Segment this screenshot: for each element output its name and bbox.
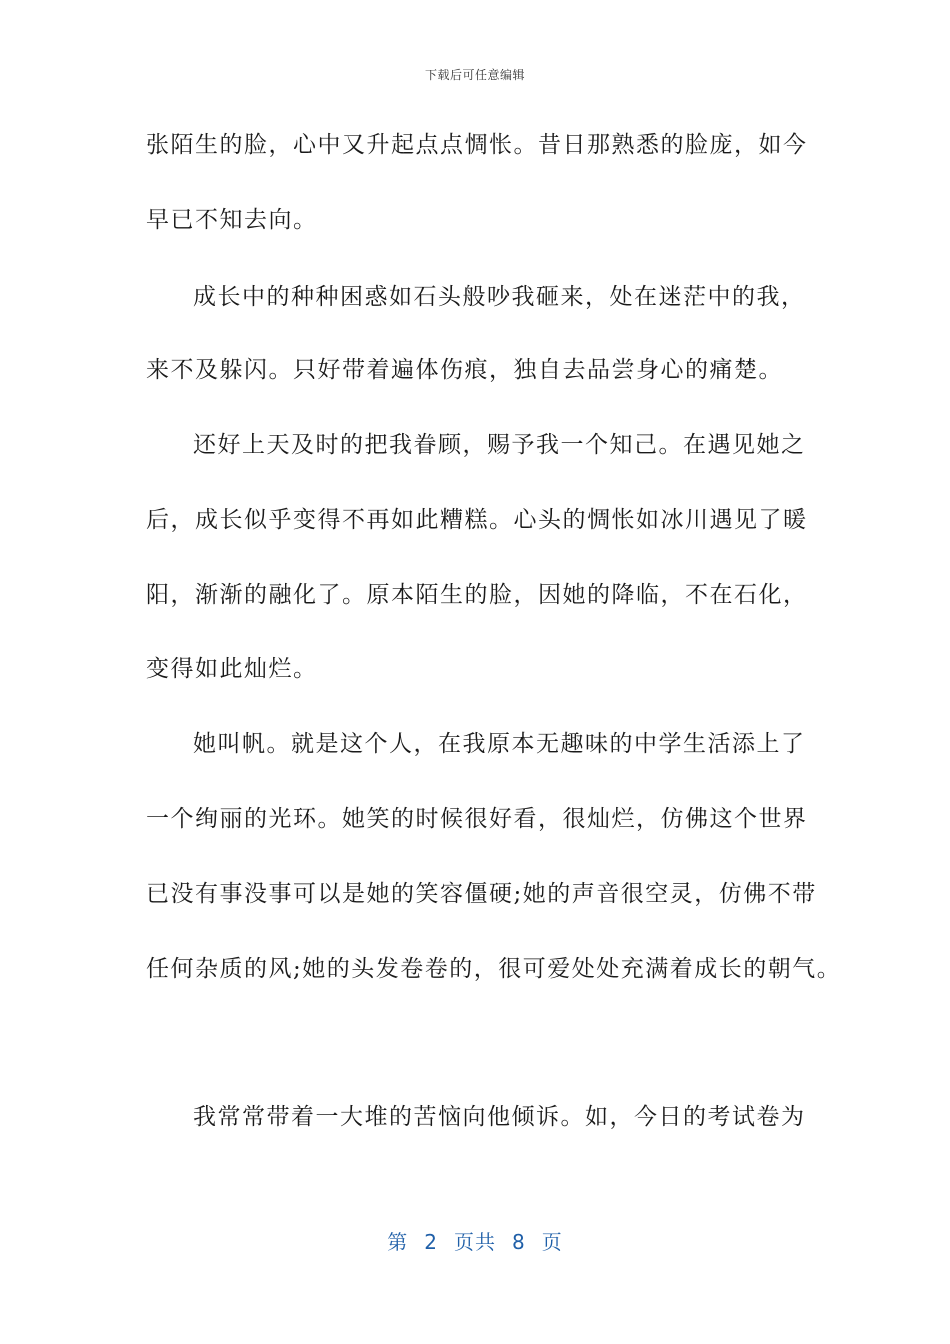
- page-label-suffix: 页: [541, 1230, 563, 1254]
- body-line-12: 任何杂质的风;她的头发卷卷的，很可爱处处充满着成长的朝气。: [146, 956, 842, 982]
- body-line-8: 变得如此灿烂。: [146, 656, 318, 682]
- total-pages-number: 8: [512, 1230, 526, 1254]
- body-line-7: 阳，渐渐的融化了。原本陌生的脸，因她的降临，不在石化，: [146, 582, 808, 608]
- body-line-3: 成长中的种种困惑如石头般吵我砸来，处在迷茫中的我，: [193, 284, 806, 310]
- body-line-10: 一个绚丽的光环。她笑的时候很好看，很灿烂，仿佛这个世界: [146, 806, 808, 832]
- current-page-number: 2: [424, 1230, 438, 1254]
- page-label-prefix: 第: [387, 1230, 409, 1254]
- body-line-11: 已没有事没事可以是她的笑容僵硬;她的声音很空灵，仿佛不带: [146, 881, 817, 907]
- body-line-2: 早已不知去向。: [146, 207, 318, 233]
- body-line-4: 来不及躲闪。只好带着遍体伤痕，独自去品尝身心的痛楚。: [146, 357, 783, 383]
- body-line-1: 张陌生的脸，心中又升起点点惆怅。昔日那熟悉的脸庞，如今: [146, 132, 808, 158]
- body-line-13: 我常常带着一大堆的苦恼向他倾诉。如，今日的考试卷为: [193, 1104, 806, 1130]
- body-line-6: 后，成长似乎变得不再如此糟糕。心头的惆怅如冰川遇见了暖: [146, 507, 808, 533]
- page-label-mid: 页共: [454, 1230, 496, 1254]
- body-line-9: 她叫帆。就是这个人，在我原本无趣味的中学生活添上了: [193, 731, 806, 757]
- page-footer: [0, 1226, 950, 1255]
- page-header: 下载后可任意编辑: [424, 68, 525, 82]
- body-line-5: 还好上天及时的把我眷顾，赐予我一个知己。在遇见她之: [193, 432, 806, 458]
